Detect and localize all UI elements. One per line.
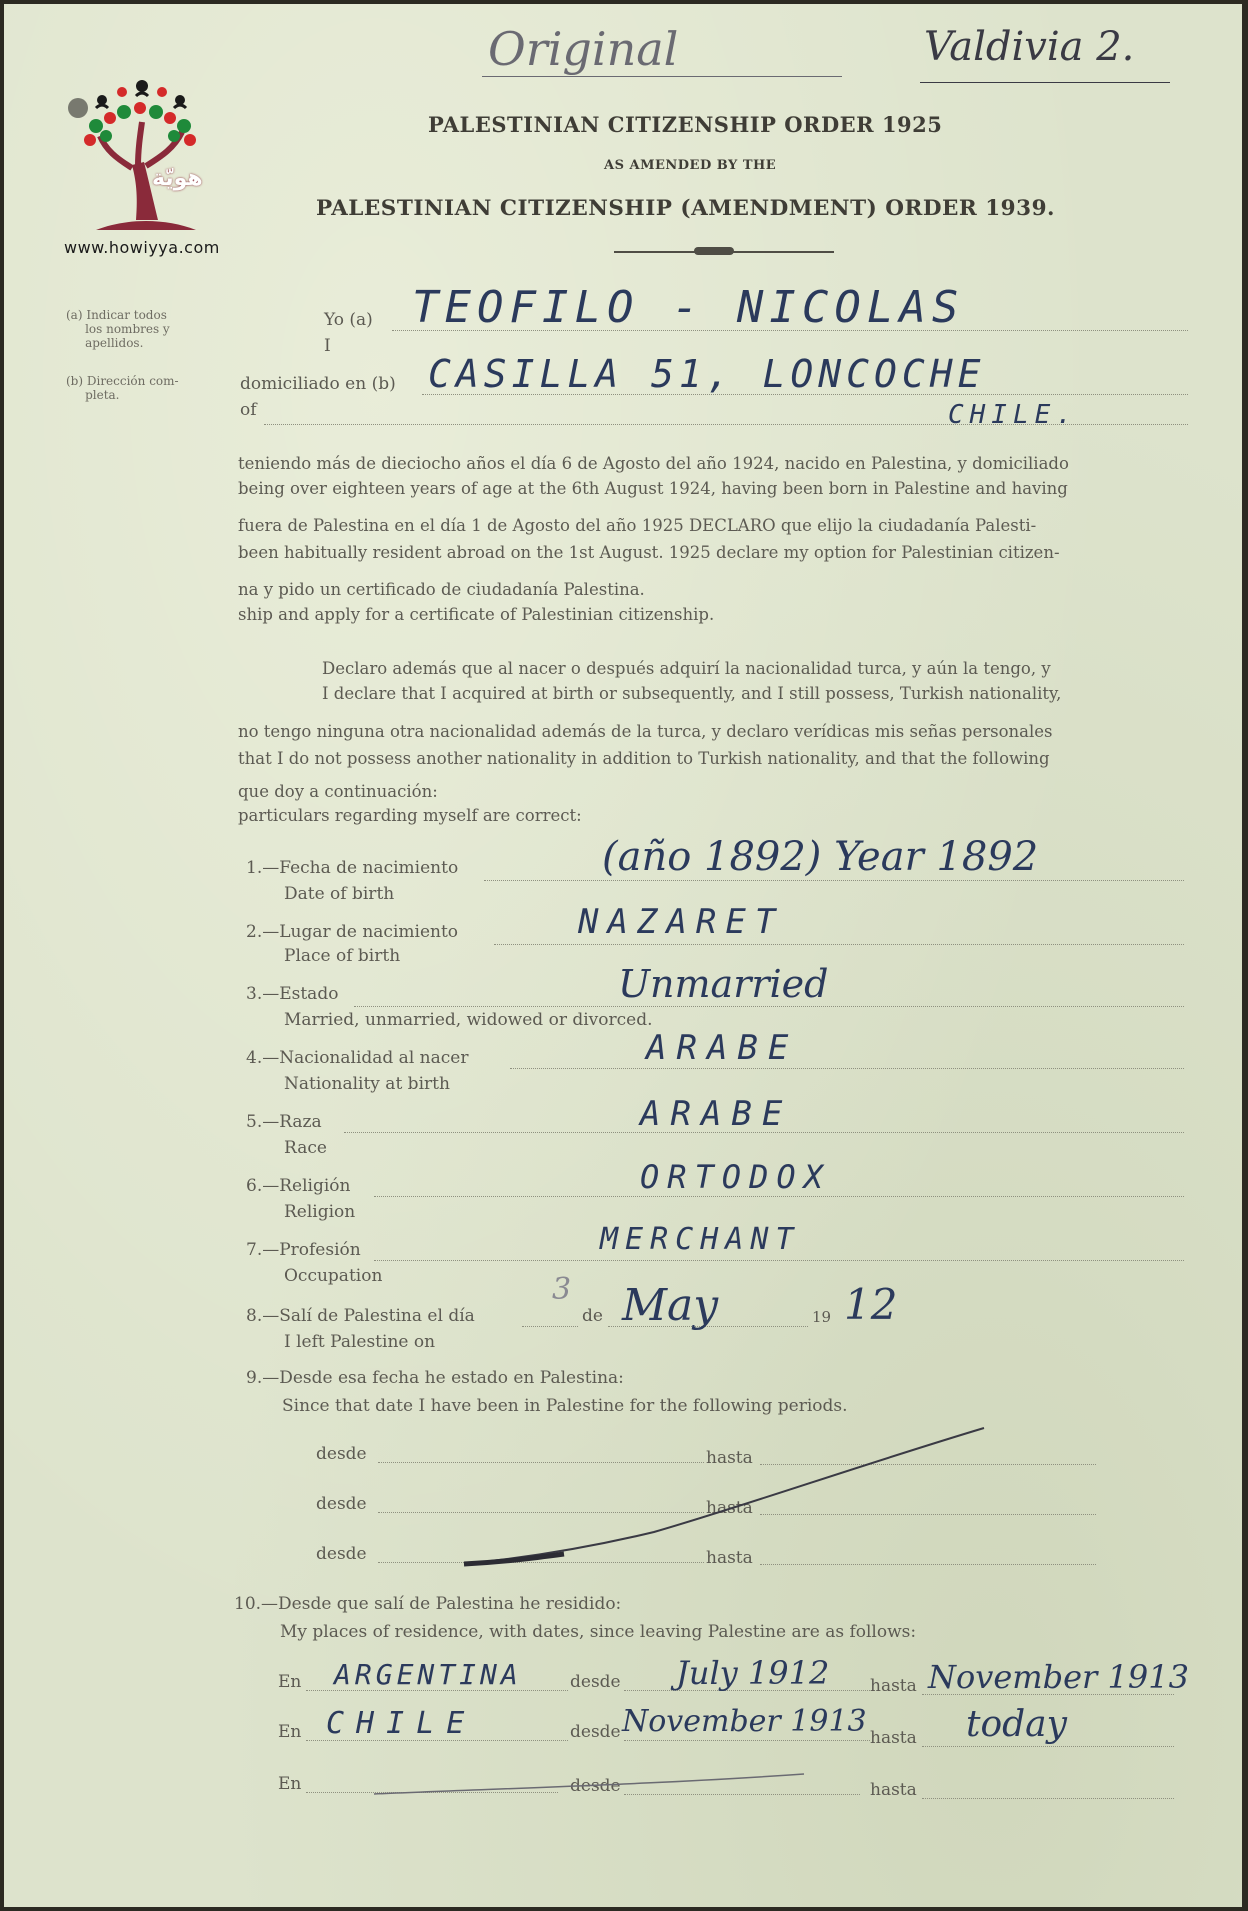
field-birth-date-en: Date of birth — [284, 884, 395, 904]
nationality-en-2: that I do not possess another nationality in addition to Turkish nationality, and that the following — [238, 749, 1050, 768]
field-race-en: Race — [284, 1138, 327, 1158]
document-sheet — [4, 4, 1242, 1907]
nationality-en-1: I declare that I acquired at birth or subsequently, and I still possess, Turkish nationality, — [322, 684, 1062, 703]
field-occupation-en: Occupation — [284, 1266, 383, 1286]
nationality-es-1: Declaro además que al nacer o después adquirí la nacionalidad turca, y aún la tengo, y — [322, 659, 1051, 678]
declaration-en-2: been habitually resident abroad on the 1st August. 1925 declare my option for Palestinian citizen- — [238, 543, 1060, 562]
periods-label-en: Since that date I have been in Palestine for the following periods. — [282, 1396, 848, 1416]
left-palestine-label: 8.—Salí de Palestina el día — [246, 1306, 475, 1326]
howiyya-logo — [66, 70, 226, 240]
declaration-en-1: being over eighteen years of age at the 6th August 1924, having been born in Palestine and having — [238, 479, 1068, 498]
address-line-1: CASILLA 51, LONCOCHE — [428, 352, 986, 396]
left-palestine-month: May — [622, 1280, 719, 1331]
residence-2-desde: desde — [570, 1722, 621, 1742]
field-birth-date-label: 1.—Fecha de nacimiento — [246, 858, 459, 878]
field-birth-place-label: 2.—Lugar de nacimiento — [246, 922, 459, 942]
residence-3-en: En — [278, 1774, 302, 1794]
field-religion-value: ORTODOX — [640, 1158, 831, 1196]
field-occupation-value: MERCHANT — [600, 1222, 801, 1257]
name-label-es: Yo (a) — [324, 310, 373, 330]
address-label-en: of — [240, 400, 257, 420]
period-2-hasta: hasta — [706, 1498, 753, 1518]
residence-1-from: July 1912 — [676, 1654, 830, 1692]
residence-1-en: En — [278, 1672, 302, 1692]
residence-strikethrough-mark — [364, 1748, 924, 1808]
residence-1-place: ARGENTINA — [334, 1658, 522, 1691]
left-palestine-de: de — [582, 1306, 603, 1326]
field-birth-date-value: (año 1892) Year 1892 — [602, 834, 1039, 880]
residence-2-from: November 1913 — [622, 1704, 867, 1739]
left-palestine-year: 12 — [844, 1280, 898, 1329]
residence-1-to: November 1913 — [928, 1658, 1189, 1696]
field-civil-status-label: 3.—Estado — [246, 984, 339, 1004]
period-1-desde: desde — [316, 1444, 367, 1464]
residence-3-hasta: hasta — [870, 1780, 917, 1800]
residence-2-hasta: hasta — [870, 1728, 917, 1748]
nationality-es-2: no tengo ninguna otra nacionalidad además de la turca, y declaro verídicas mis señas personales — [238, 722, 1053, 741]
field-occupation-label: 7.—Profesión — [246, 1240, 361, 1260]
amendment-title: PALESTINIAN CITIZENSHIP (AMENDMENT) ORDER 1939. — [316, 196, 1056, 221]
original-annotation: Original — [488, 22, 679, 76]
residence-2-en: En — [278, 1722, 302, 1742]
name-label-en: I — [324, 336, 331, 356]
field-nationality-label: 4.—Nacionalidad al nacer — [246, 1048, 469, 1068]
left-palestine-en: I left Palestine on — [284, 1332, 436, 1352]
page-title: PALESTINIAN CITIZENSHIP ORDER 1925 — [428, 112, 943, 137]
periods-label-es: 9.—Desde esa fecha he estado en Palestina: — [246, 1368, 624, 1388]
field-nationality-en: Nationality at birth — [284, 1074, 450, 1094]
nationality-en-3: particulars regarding myself are correct: — [238, 806, 582, 825]
residence-1-hasta: hasta — [870, 1676, 917, 1696]
declaration-es-2: fuera de Palestina en el día 1 de Agosto del año 1925 DECLARO que elijo la ciudadanía Palesti- — [238, 516, 1037, 535]
residence-2-to: today — [966, 1704, 1067, 1745]
field-religion-label: 6.—Religión — [246, 1176, 351, 1196]
residence-1-desde: desde — [570, 1672, 621, 1692]
valdivia-annotation: Valdivia 2. — [924, 24, 1135, 70]
declaration-en-3: ship and apply for a certificate of Palestinian citizenship. — [238, 605, 715, 624]
nationality-es-3: que doy a continuación: — [238, 782, 438, 801]
field-religion-en: Religion — [284, 1202, 356, 1222]
period-3-hasta: hasta — [706, 1548, 753, 1568]
field-race-value: ARABE — [640, 1094, 793, 1134]
field-birth-place-value: NAZARET — [578, 902, 785, 942]
logo-text: هويّة — [152, 166, 203, 191]
field-nationality-value: ARABE — [646, 1028, 799, 1068]
left-palestine-year-prefix: 19 — [812, 1308, 832, 1326]
field-civil-status-en: Married, unmarried, widowed or divorced. — [284, 1010, 653, 1030]
periods-strikethrough-mark — [444, 1424, 1004, 1574]
address-label-es: domiciliado en (b) — [240, 374, 396, 394]
amended-subtitle: AS AMENDED BY THE — [604, 158, 777, 173]
watermark-url: www.howiyya.com — [64, 238, 220, 257]
left-palestine-day: 3 — [552, 1272, 572, 1307]
residences-label-es: 10.—Desde que salí de Palestina he residido: — [234, 1594, 622, 1614]
declaration-es-3: na y pido un certificado de ciudadanía Palestina. — [238, 580, 645, 599]
residences-label-en: My places of residence, with dates, since leaving Palestine are as follows: — [280, 1622, 917, 1642]
side-note-b: (b) Dirección com- pleta. — [66, 374, 179, 402]
declarant-name: TEOFILO - NICOLAS — [412, 282, 965, 333]
period-3-desde: desde — [316, 1544, 367, 1564]
period-2-desde: desde — [316, 1494, 367, 1514]
side-note-a: (a) Indicar todos los nombres y apellidos. — [66, 308, 170, 350]
field-race-label: 5.—Raza — [246, 1112, 322, 1132]
field-civil-status-value: Unmarried — [618, 962, 829, 1006]
declaration-es-1: teniendo más de dieciocho años el día 6 de Agosto del año 1924, nacido en Palestina, y domiciliado — [238, 454, 1069, 473]
period-1-hasta: hasta — [706, 1448, 753, 1468]
tree-logo-icon — [66, 70, 226, 230]
residence-3-desde: desde — [570, 1776, 621, 1796]
field-birth-place-en: Place of birth — [284, 946, 401, 966]
address-line-2: CHILE. — [948, 400, 1078, 430]
residence-2-place: CHILE — [326, 1706, 477, 1741]
header-divider-ornament — [694, 247, 734, 255]
